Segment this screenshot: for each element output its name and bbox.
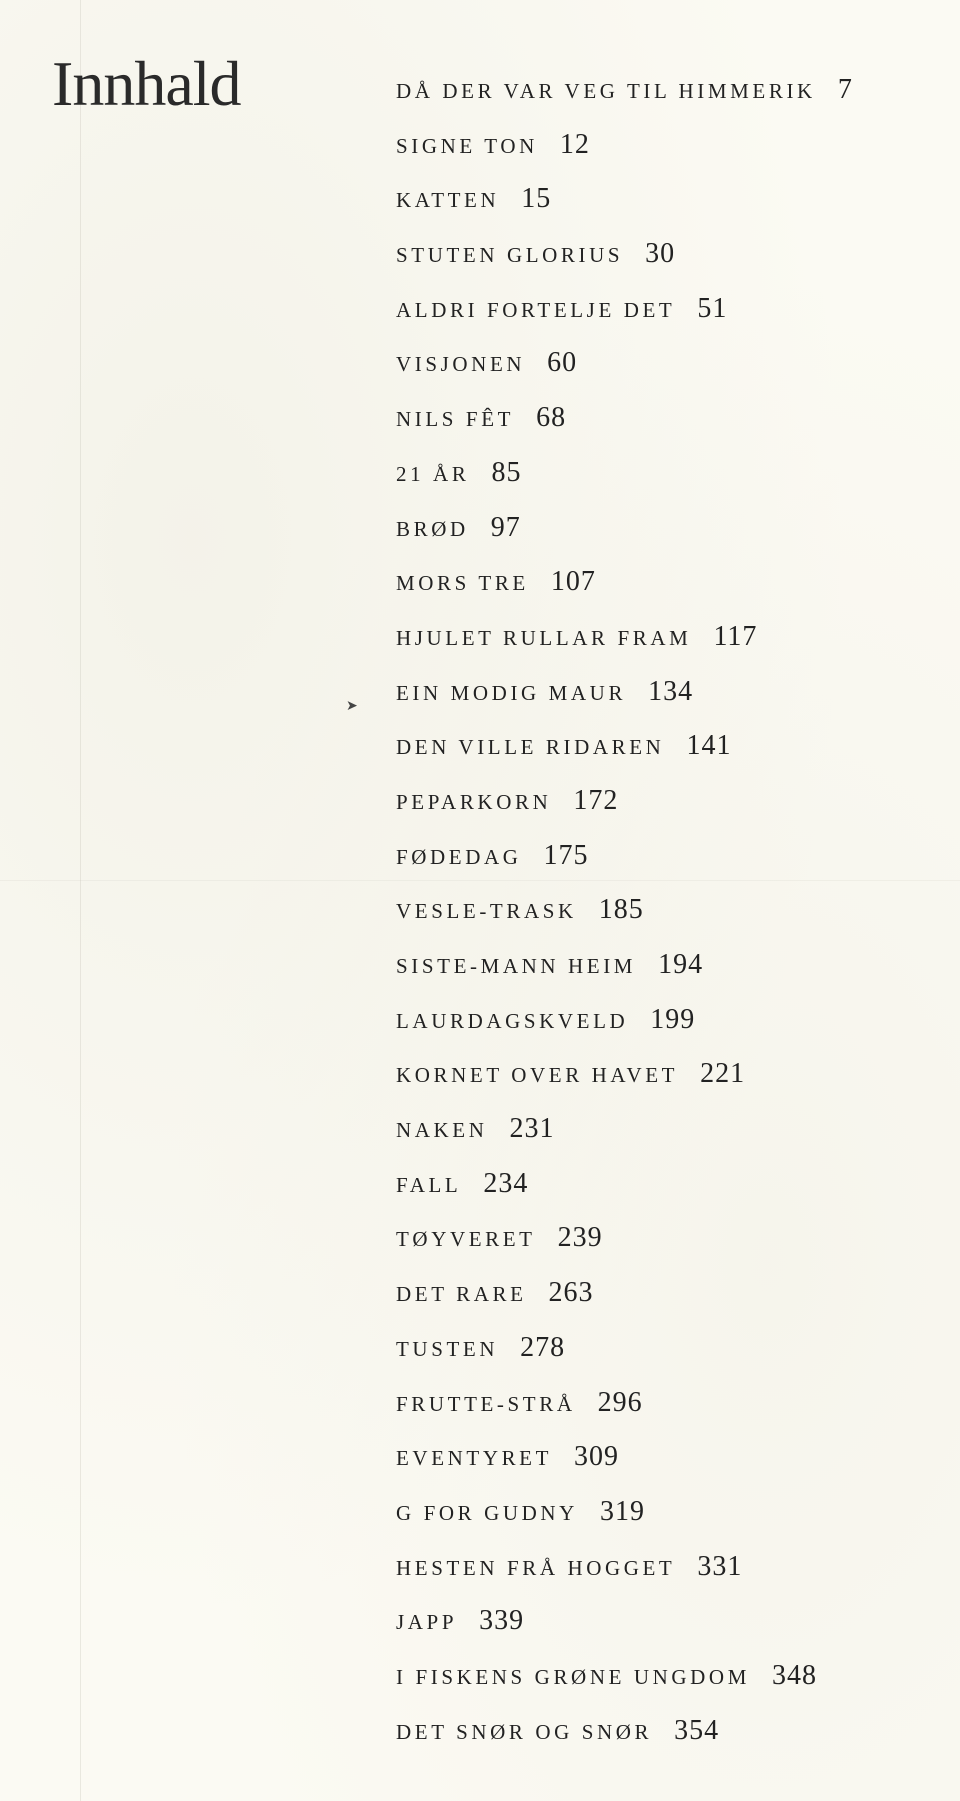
toc-entry-page: 231 xyxy=(509,1113,555,1145)
toc-entry-page: 331 xyxy=(697,1550,743,1582)
toc-entry-title: G FOR GUDNY xyxy=(396,1500,578,1525)
toc-entry-title: VISJONEN xyxy=(396,352,526,377)
toc-entry-page: 309 xyxy=(574,1441,620,1473)
toc-entry xyxy=(396,949,956,1004)
toc-entry xyxy=(396,1058,956,1113)
toc-entry-page: 354 xyxy=(674,1714,720,1746)
toc-entry xyxy=(396,1332,956,1387)
toc-entry-page: 194 xyxy=(658,949,704,980)
toc-entry xyxy=(396,347,956,402)
toc-entry xyxy=(396,1387,956,1442)
toc-entry-title: LAURDAGSKVELD xyxy=(396,1008,629,1033)
paper-crease xyxy=(80,0,81,1801)
toc-entry-page: 175 xyxy=(543,839,589,871)
toc-entry-title: BRØD xyxy=(396,516,469,541)
toc-entry-page: 107 xyxy=(550,566,596,598)
toc-entry-page: 296 xyxy=(597,1386,643,1418)
toc-entry-title: HESTEN FRÅ HOGGET xyxy=(396,1555,676,1580)
toc-entry-title: KATTEN xyxy=(396,188,500,213)
toc-entry-page: 278 xyxy=(520,1331,566,1363)
toc-entry xyxy=(396,1605,956,1660)
toc-entry-title: JAPP xyxy=(396,1610,458,1635)
toc-entry-page: 199 xyxy=(650,1003,696,1035)
toc-entry-page: 12 xyxy=(559,128,590,160)
toc-entry-page: 319 xyxy=(599,1495,645,1527)
toc-entry xyxy=(396,1496,956,1551)
toc-entry-title: SISTE-MANN HEIM xyxy=(396,954,637,978)
toc-entry-title: NAKEN xyxy=(396,1118,488,1143)
toc-entry-title: I FISKENS GRØNE UNGDOM xyxy=(396,1664,750,1689)
toc-entry-title: DET SNØR OG SNØR xyxy=(396,1719,653,1744)
toc-entry-page: 85 xyxy=(491,456,522,488)
toc-entry xyxy=(396,1113,956,1168)
toc-entry xyxy=(396,566,956,621)
toc-entry-page: 30 xyxy=(645,238,676,270)
toc-entry-title: STUTEN GLORIUS xyxy=(396,243,624,268)
toc-entry-title: HJULET RULLAR FRAM xyxy=(396,625,692,650)
toc-entry-title: TUSTEN xyxy=(396,1336,499,1361)
toc-entry-title: DEN VILLE RIDAREN xyxy=(396,735,665,760)
toc-entry xyxy=(396,730,956,785)
toc-entry xyxy=(396,676,956,731)
toc-entry-title: ALDRI FORTELJE DET xyxy=(396,297,676,322)
toc-entry-title: NILS FÊT xyxy=(396,407,515,432)
toc-entry-page: 15 xyxy=(521,183,552,215)
toc-entry xyxy=(396,238,956,293)
toc-entry-page: 339 xyxy=(479,1605,525,1637)
toc-entry-page: 172 xyxy=(573,784,619,816)
toc-entry-title: SIGNE TON xyxy=(396,133,538,158)
toc-entry xyxy=(396,402,956,457)
toc-entry xyxy=(396,785,956,840)
toc-entry-page: 141 xyxy=(686,730,732,762)
toc-entry-title: PEPARKORN xyxy=(396,789,552,814)
toc-entry-page: 51 xyxy=(697,292,728,324)
toc-entry xyxy=(396,183,956,238)
toc-entry xyxy=(396,1660,956,1715)
toc-entry xyxy=(396,457,956,512)
toc-entry-page: 7 xyxy=(837,74,853,105)
toc-entry xyxy=(396,1168,956,1223)
toc-entry-title: DÅ DER VAR VEG TIL HIMMERIK xyxy=(396,79,816,103)
margin-mark: ➤ xyxy=(346,698,358,714)
toc-entry-title: EVENTYRET xyxy=(396,1446,553,1471)
toc-entry-page: 117 xyxy=(713,620,758,652)
toc-entry-page: 68 xyxy=(536,402,567,434)
toc-entry-page: 60 xyxy=(547,347,578,379)
toc-entry-title: EIN MODIG MAUR xyxy=(396,680,627,705)
page-title: Innhald xyxy=(52,48,241,119)
toc-entry-page: 221 xyxy=(700,1058,746,1090)
toc-entry-title: FØDEDAG xyxy=(396,844,522,869)
toc-entry-title: FALL xyxy=(396,1172,462,1197)
toc-entry xyxy=(396,840,956,895)
toc-entry-title: DET RARE xyxy=(396,1282,527,1307)
toc-entry xyxy=(396,74,956,129)
toc-entry-title: VESLE-TRASK xyxy=(396,899,577,924)
toc-entry xyxy=(396,293,956,348)
toc-entry-title: FRUTTE-STRÅ xyxy=(396,1391,576,1416)
toc-entry xyxy=(396,129,956,184)
toc-entry-page: 263 xyxy=(548,1277,594,1309)
toc-entry-page: 239 xyxy=(557,1222,603,1254)
toc-entry-title: MORS TRE xyxy=(396,571,529,596)
toc-entry xyxy=(396,1441,956,1496)
toc-entry-page: 97 xyxy=(490,511,521,543)
toc-entry xyxy=(396,1277,956,1332)
toc-entry-page: 134 xyxy=(648,675,694,707)
toc-entry xyxy=(396,894,956,949)
toc-entry xyxy=(396,1551,956,1606)
toc-entry-page: 185 xyxy=(598,894,644,926)
toc-entry xyxy=(396,512,956,567)
table-of-contents xyxy=(396,74,956,1769)
toc-entry-title: 21 ÅR xyxy=(396,461,470,486)
toc-entry xyxy=(396,1004,956,1059)
toc-entry-page: 348 xyxy=(771,1659,817,1691)
toc-entry-title: TØYVERET xyxy=(396,1227,536,1252)
toc-entry-page: 234 xyxy=(483,1167,529,1199)
toc-entry-title: KORNET OVER HAVET xyxy=(396,1063,679,1088)
toc-entry xyxy=(396,621,956,676)
toc-entry xyxy=(396,1222,956,1277)
toc-entry xyxy=(396,1715,956,1770)
